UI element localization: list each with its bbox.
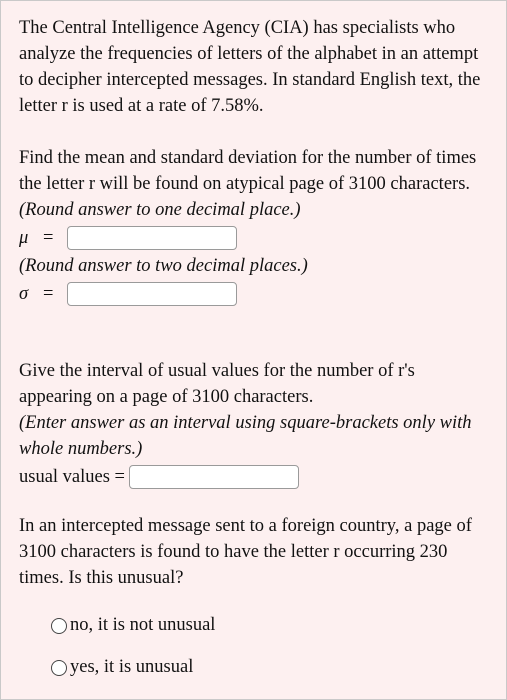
q1-round-sigma: (Round answer to two decimal places.) — [19, 256, 308, 276]
mu-row — [19, 223, 489, 253]
option-no-label: no, it is not unusual — [70, 615, 216, 635]
sigma-row — [19, 279, 489, 309]
q1-prompt: Find the mean and standard deviation for the number of times the letter r will be found on atypical page of 3100 characters. — [19, 148, 477, 194]
sigma-input[interactable] — [67, 282, 237, 306]
usual-values-input[interactable] — [129, 465, 299, 489]
q1-round-mu: (Round answer to one decimal place.) — [19, 200, 301, 220]
radio-no[interactable] — [51, 618, 67, 634]
mu-equals: = — [43, 228, 54, 248]
radio-yes[interactable] — [51, 660, 67, 676]
intro-text: The Central Intelligence Agency (CIA) has specialists who analyze the frequencies of letters of the alphabet in an attempt to decipher intercepted messages. In standard English text, the letter r is used at a rate of 7.58%. — [19, 18, 481, 116]
usual-values-label: usual values = — [19, 467, 125, 487]
q1-block — [19, 145, 489, 309]
q2-instructions: (Enter answer as an interval using square-brackets only with whole numbers.) — [19, 413, 472, 459]
intro-block — [19, 15, 489, 119]
mu-input[interactable] — [67, 226, 237, 250]
q3-prompt: In an intercepted message sent to a foreign country, a page of 3100 characters is found to have the letter r occurring 230 times. Is this unusual? — [19, 516, 472, 588]
option-no[interactable] — [51, 615, 215, 636]
q3-block — [19, 513, 489, 591]
sigma-equals: = — [43, 284, 54, 304]
mu-symbol: μ — [19, 228, 29, 248]
usual-values-row — [19, 462, 489, 492]
sigma-symbol: σ — [19, 284, 29, 304]
option-yes-label: yes, it is unusual — [70, 657, 194, 677]
q2-block — [19, 358, 489, 492]
option-yes[interactable] — [51, 657, 193, 678]
q2-prompt: Give the interval of usual values for the number of r's appearing on a page of 3100 characters. — [19, 361, 415, 407]
